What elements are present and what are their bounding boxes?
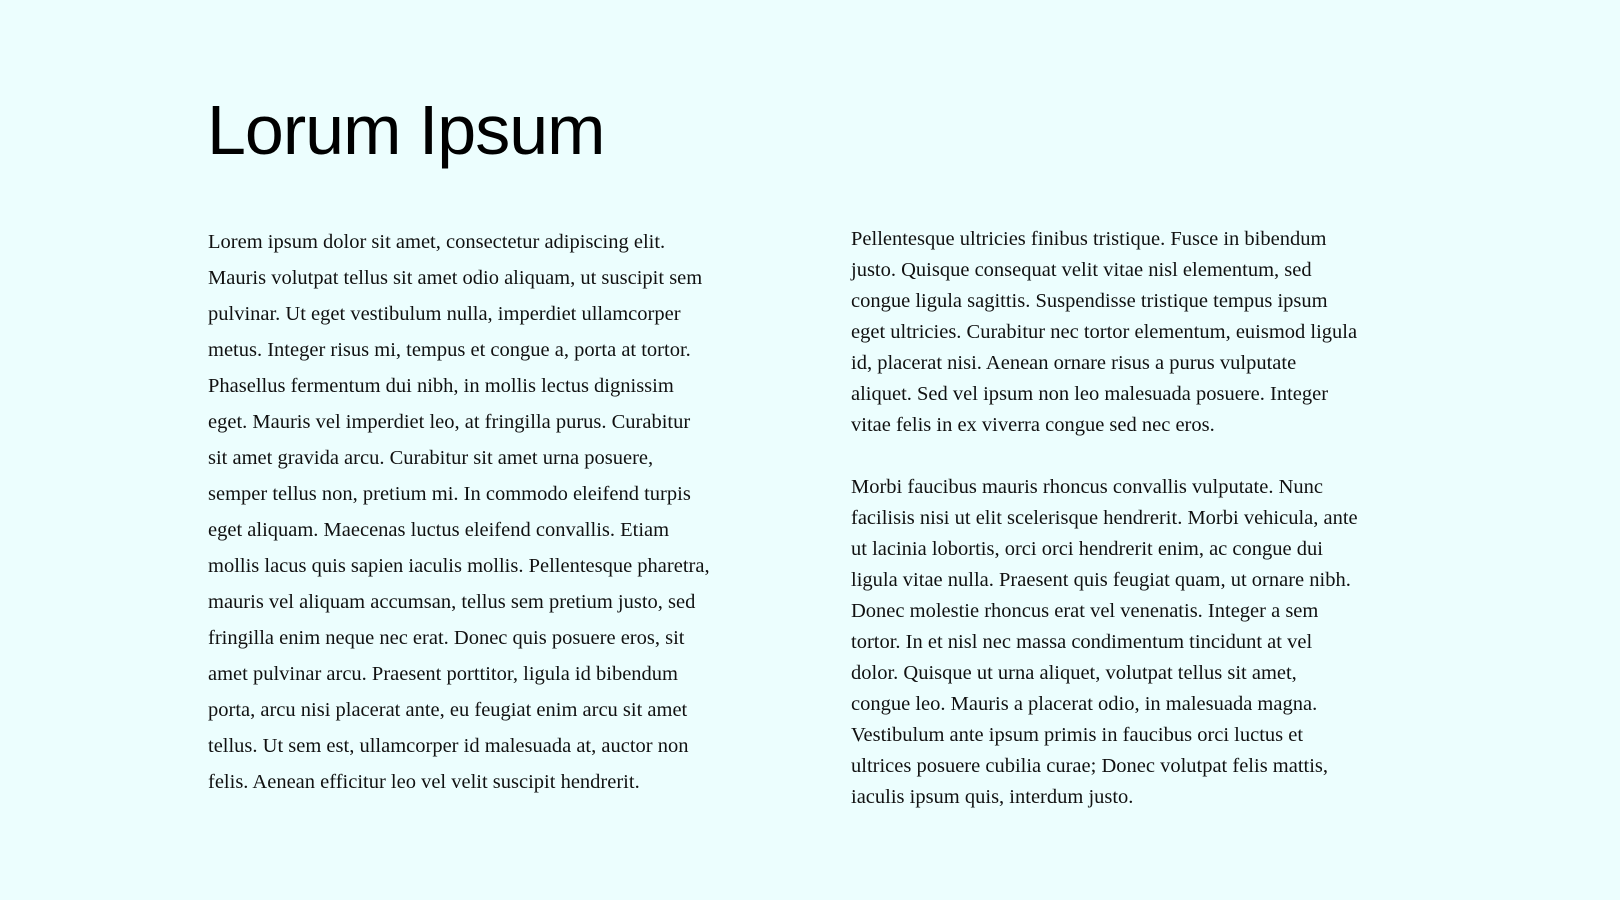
text-line: pulvinar. Ut eget vestibulum nulla, imperdiet ullamcorper: [208, 303, 681, 325]
text-line: id, placerat nisi. Aenean ornare risus a purus vulputate: [851, 352, 1297, 374]
text-line: fringilla enim neque nec erat. Donec quis posuere eros, sit: [208, 627, 685, 649]
text-line: sit amet gravida arcu. Curabitur sit amet urna posuere,: [208, 447, 654, 469]
text-line: tortor. In et nisl nec massa condimentum tincidunt at vel: [851, 631, 1313, 653]
text-line: eget aliquam. Maecenas luctus eleifend convallis. Etiam: [208, 519, 670, 541]
text-line: mollis lacus quis sapien iaculis mollis. Pellentesque pharetra,: [208, 555, 710, 577]
text-line: felis. Aenean efficitur leo vel velit suscipit hendrerit.: [208, 771, 640, 793]
text-line: amet pulvinar arcu. Praesent porttitor, ligula id bibendum: [208, 663, 678, 685]
text-line: ut lacinia lobortis, orci orci hendrerit enim, ac congue dui: [851, 538, 1323, 560]
text-line: aliquet. Sed vel ipsum non leo malesuada posuere. Integer: [851, 383, 1329, 405]
text-line: dolor. Quisque ut urna aliquet, volutpat tellus sit amet,: [851, 662, 1297, 684]
text-line: Donec molestie rhoncus erat vel venenatis. Integer a sem: [851, 600, 1319, 622]
text-line: Mauris volutpat tellus sit amet odio aliquam, ut suscipit sem: [208, 267, 703, 289]
text-line: porta, arcu nisi placerat ante, eu feugiat enim arcu sit amet: [208, 699, 688, 721]
text-line: mauris vel aliquam accumsan, tellus sem pretium justo, sed: [208, 591, 696, 613]
text-line: eget ultricies. Curabitur nec tortor elementum, euismod ligula: [851, 321, 1358, 343]
text-line: facilisis nisi ut elit scelerisque hendrerit. Morbi vehicula, ante: [851, 507, 1358, 529]
text-line: eget. Mauris vel imperdiet leo, at fringilla purus. Curabitur: [208, 411, 691, 433]
paragraph: [851, 472, 1358, 813]
right-column: [851, 224, 1358, 813]
text-line: Morbi faucibus mauris rhoncus convallis vulputate. Nunc: [851, 476, 1323, 498]
text-line: semper tellus non, pretium mi. In commodo eleifend turpis: [208, 483, 691, 505]
text-line: Pellentesque ultricies finibus tristique. Fusce in bibendum: [851, 228, 1327, 250]
text-line: congue leo. Mauris a placerat odio, in malesuada magna.: [851, 693, 1318, 715]
text-line: tellus. Ut sem est, ullamcorper id malesuada at, auctor non: [208, 735, 689, 757]
text-line: congue ligula sagittis. Suspendisse tristique tempus ipsum: [851, 290, 1328, 312]
paragraph: [851, 224, 1358, 441]
text-line: metus. Integer risus mi, tempus et congue a, porta at tortor.: [208, 339, 691, 361]
text-line: vitae felis in ex viverra congue sed nec eros.: [851, 414, 1215, 436]
text-line: Lorem ipsum dolor sit amet, consectetur adipiscing elit.: [208, 231, 666, 253]
page-title: Lorum Ipsum: [207, 91, 605, 169]
text-line: Vestibulum ante ipsum primis in faucibus orci luctus et: [851, 724, 1304, 746]
left-column: [208, 224, 710, 800]
text-line: justo. Quisque consequat velit vitae nisl elementum, sed: [851, 259, 1312, 281]
text-line: ultrices posuere cubilia curae; Donec volutpat felis mattis,: [851, 755, 1329, 777]
text-line: iaculis ipsum quis, interdum justo.: [851, 786, 1134, 808]
text-line: ligula vitae nulla. Praesent quis feugiat quam, ut ornare nibh.: [851, 569, 1351, 591]
text-line: Phasellus fermentum dui nibh, in mollis lectus dignissim: [208, 375, 674, 397]
paragraph: [208, 224, 710, 800]
